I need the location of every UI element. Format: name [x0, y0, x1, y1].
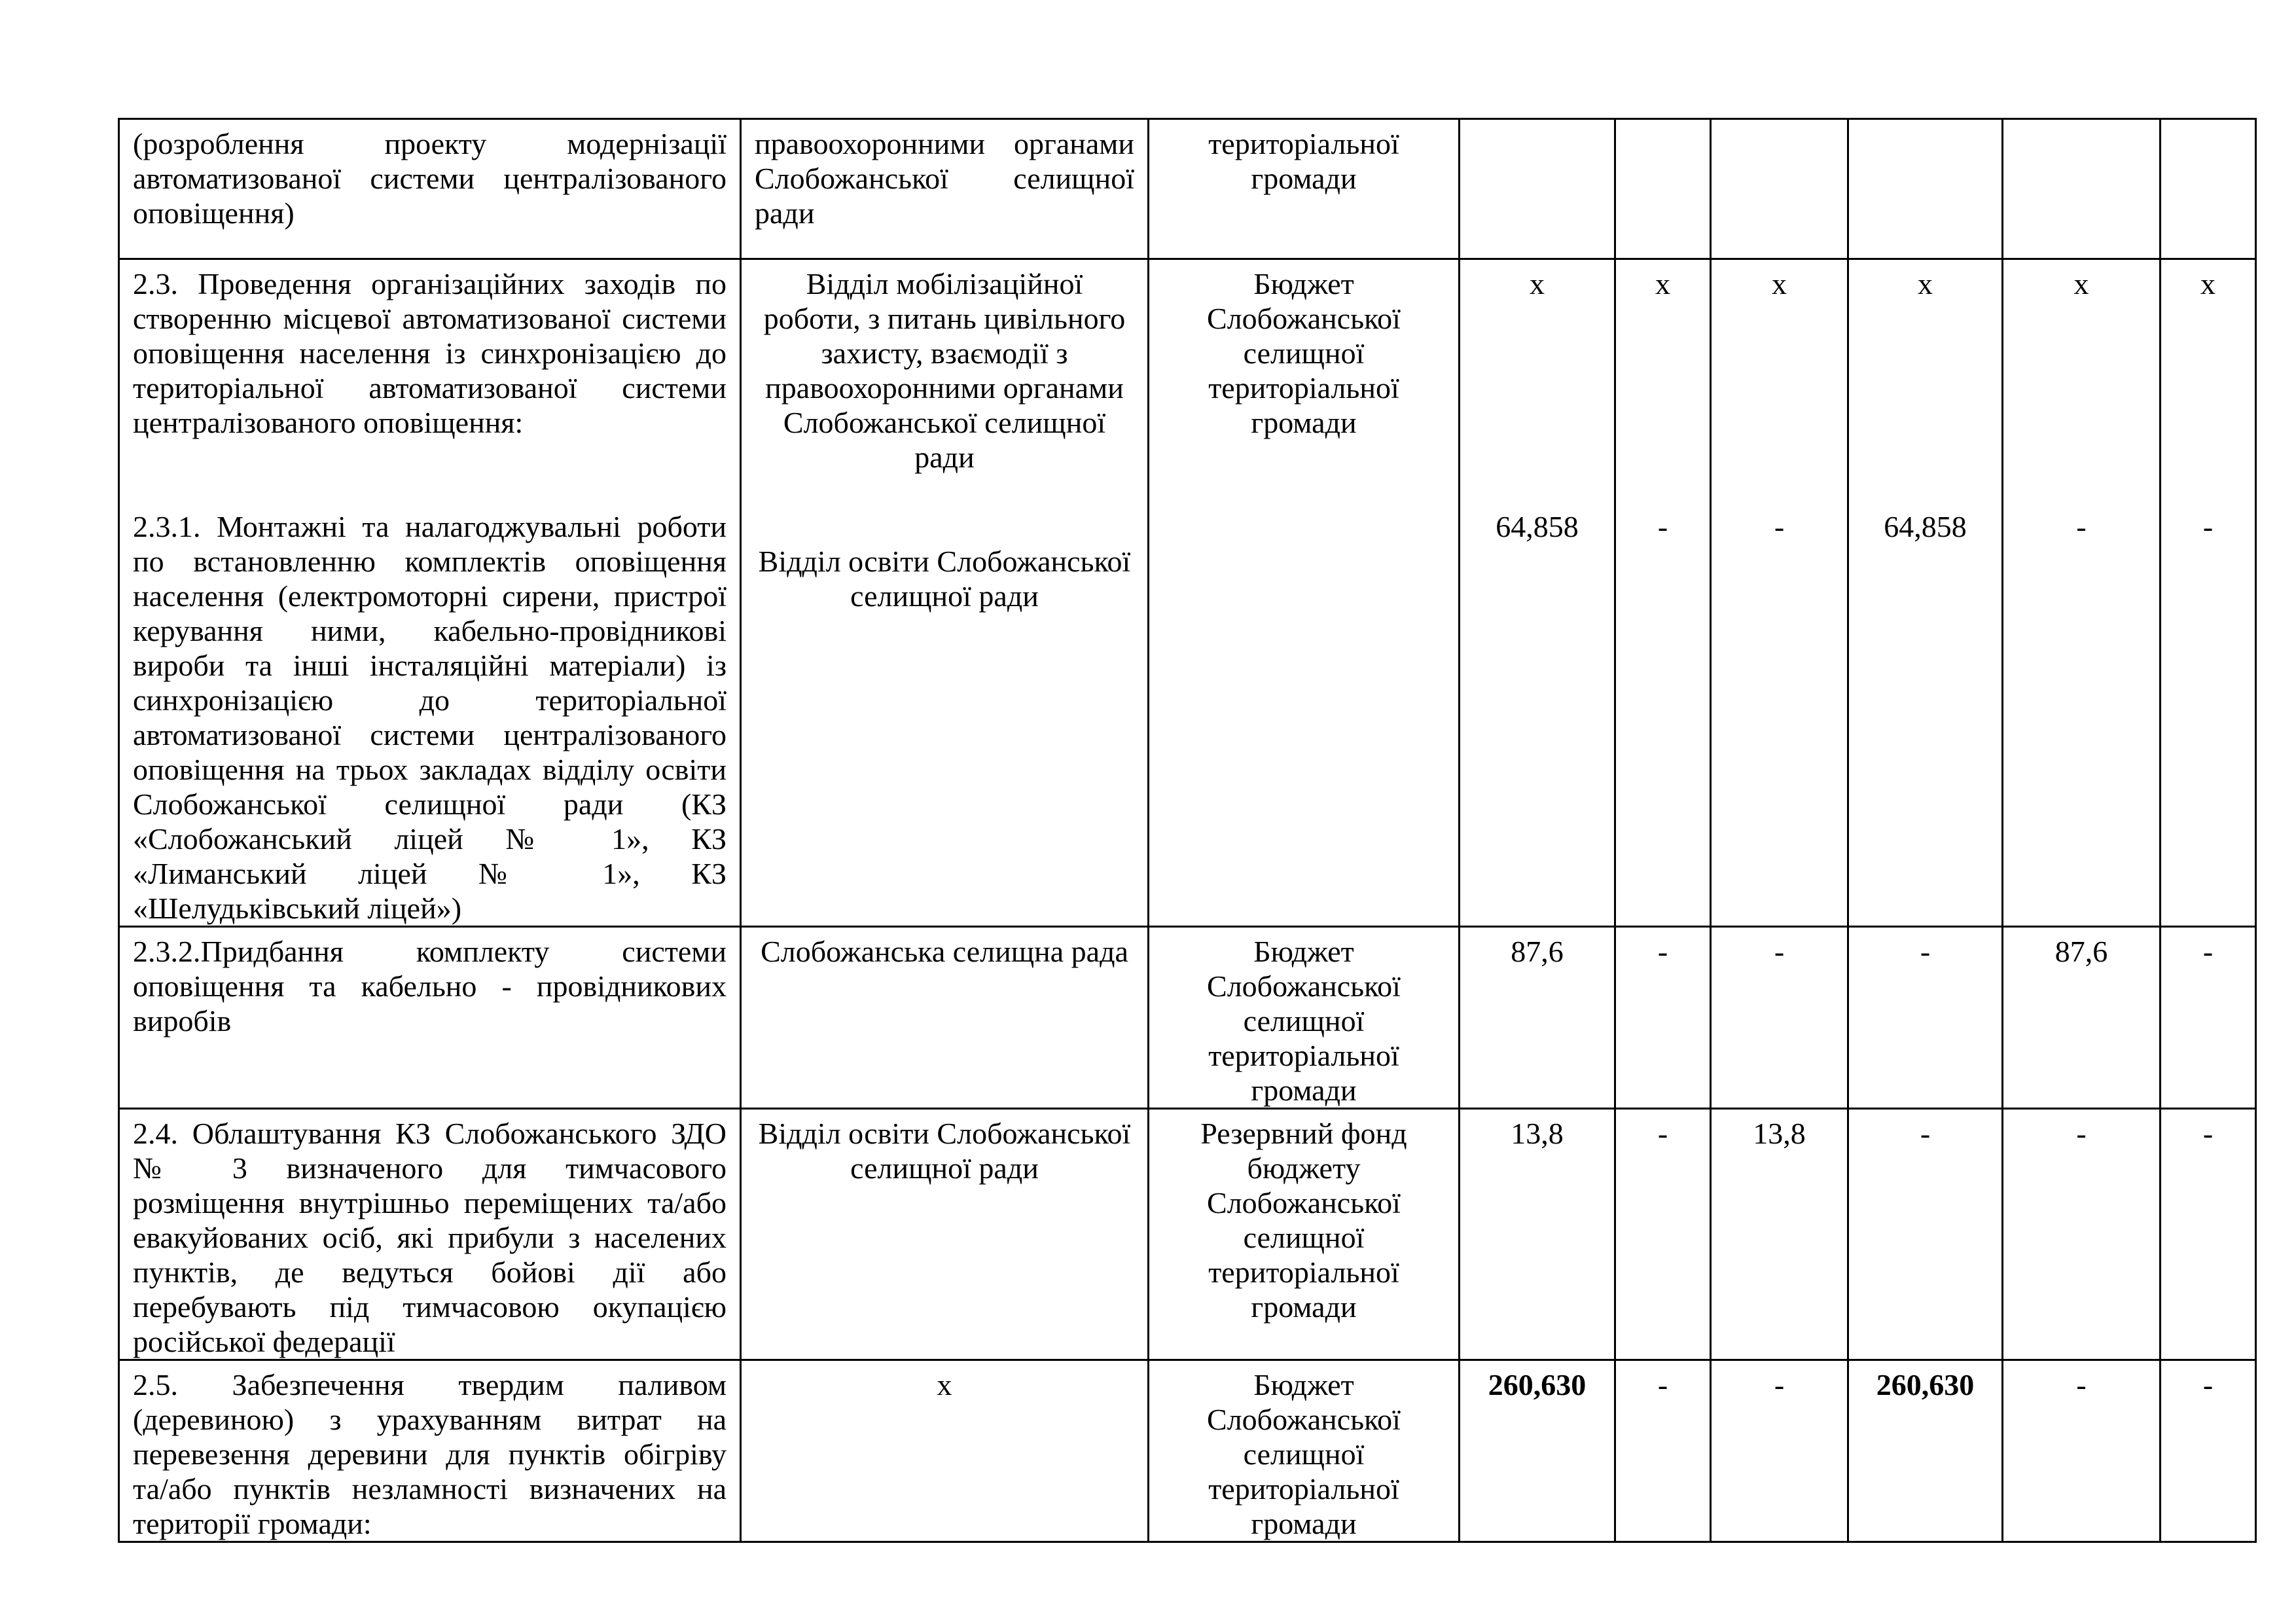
value: -: [2003, 1360, 2161, 1542]
executor-cell: [741, 259, 1149, 927]
value-cell: [1460, 259, 1615, 927]
value: x: [1772, 267, 1787, 300]
program-measures-table: [118, 118, 2257, 1543]
value-cell: [1848, 259, 2003, 927]
value-cell: [1711, 259, 1848, 927]
table-row: [119, 259, 2256, 927]
value: x: [2073, 267, 2089, 300]
funding-source: Бюджет Слобожанської селищної територіальної громади: [1207, 267, 1401, 439]
value: -: [1615, 1109, 1711, 1360]
value: -: [2161, 927, 2256, 1109]
funding-source: територіальної громади: [1149, 119, 1460, 259]
executor: Відділ мобілізаційної роботи, з питань цивільного захисту, взаємодії з правоохоронними органами Слобожанської селищної ради: [763, 267, 1126, 474]
value-cell: [1615, 259, 1711, 927]
value: -: [1657, 510, 1668, 543]
table-row: [119, 1109, 2256, 1360]
value: [1460, 119, 1615, 259]
measure-cell: [119, 259, 741, 927]
measure-name: 2.3.2.Придбання комплекту системи оповіщення та кабельно - провідникових виробів: [119, 927, 741, 1109]
value: [2003, 119, 2161, 259]
value: -: [1615, 1360, 1711, 1542]
value: -: [1711, 927, 1848, 1109]
measure-name: 2.4. Облаштування КЗ Слобожанського ЗДО № 3 визначеного для тимчасового розміщення внутрішньо переміщених та/або евакуйованих осіб, які прибули з населених пунктів, де ведуться бойові дії або перебувають під тимчасовою окупацією російської федерації: [119, 1109, 741, 1360]
value: -: [1615, 927, 1711, 1109]
value: -: [1774, 510, 1785, 543]
value-cell: [2003, 259, 2161, 927]
value: 13,8: [1711, 1109, 1848, 1360]
value: 64,858: [1496, 510, 1579, 543]
table-row: [119, 927, 2256, 1109]
value: 87,6: [1460, 927, 1615, 1109]
value: -: [2161, 1109, 2256, 1360]
value: [1615, 119, 1711, 259]
value: 64,858: [1884, 510, 1967, 543]
value: [1848, 119, 2003, 259]
value: -: [2161, 1360, 2256, 1542]
value-cell: [2161, 259, 2256, 927]
funding-source: Резервний фонд бюджету Слобожанської селищної територіальної громади: [1149, 1109, 1460, 1360]
value: -: [2003, 1109, 2161, 1360]
measure-name: 2.5. Забезпечення твердим паливом (деревиною) з урахуванням витрат на перевезення деревини для пунктів обігріву та/або пунктів незламності визначених на території громади:: [119, 1360, 741, 1542]
executor: правоохоронними органами Слобожанської селищної ради: [741, 119, 1149, 259]
value: x: [1918, 267, 1933, 300]
value: [2161, 119, 2256, 259]
executor: Слобожанська селищна рада: [741, 927, 1149, 1109]
value: -: [2202, 510, 2214, 543]
executor: Відділ освіти Слобожанської селищної ради: [758, 545, 1131, 613]
executor: x: [741, 1360, 1149, 1542]
value: -: [1848, 927, 2003, 1109]
value: x: [2200, 267, 2215, 300]
table-row: [119, 1360, 2256, 1542]
measure-name: (розроблення проекту модернізації автоматизованої системи централізованого оповіщення): [119, 119, 741, 259]
value: [1711, 119, 1848, 259]
value: -: [1848, 1109, 2003, 1360]
funding-source: Бюджет Слобожанської селищної територіальної громади: [1149, 927, 1460, 1109]
value: -: [1711, 1360, 1848, 1542]
value: 260,630: [1848, 1360, 2003, 1542]
value: 13,8: [1460, 1109, 1615, 1360]
table-row: [119, 119, 2256, 259]
funding-source: Бюджет Слобожанської селищної територіальної громади: [1149, 1360, 1460, 1542]
measure-name: 2.3.1. Монтажні та налагоджувальні роботи по встановленню комплектів оповіщення населення (електромоторні сирени, пристрої керування ними, кабельно-провідникові вироби та інші інсталяційні матеріали) із синхронізацією до територіальної автоматизованої системи централізованого оповіщення на трьох закладах відділу освіти Слобожанської селищної ради (КЗ «Слобожанський ліцей № 1», КЗ «Лиманський ліцей № 1», КЗ «Шелудьківський ліцей»): [133, 510, 726, 925]
executor: Відділ освіти Слобожанської селищної ради: [741, 1109, 1149, 1360]
value: x: [1530, 267, 1545, 300]
funding-source-cell: [1149, 259, 1460, 927]
value: 260,630: [1460, 1360, 1615, 1542]
value: 87,6: [2003, 927, 2161, 1109]
value: x: [1655, 267, 1670, 300]
value: -: [2076, 510, 2087, 543]
measure-name: 2.3. Проведення організаційних заходів по створенню місцевої автоматизованої системи оповіщення населення із синхронізацією до територіальної автоматизованої системи централізованого оповіщення:: [133, 267, 726, 439]
